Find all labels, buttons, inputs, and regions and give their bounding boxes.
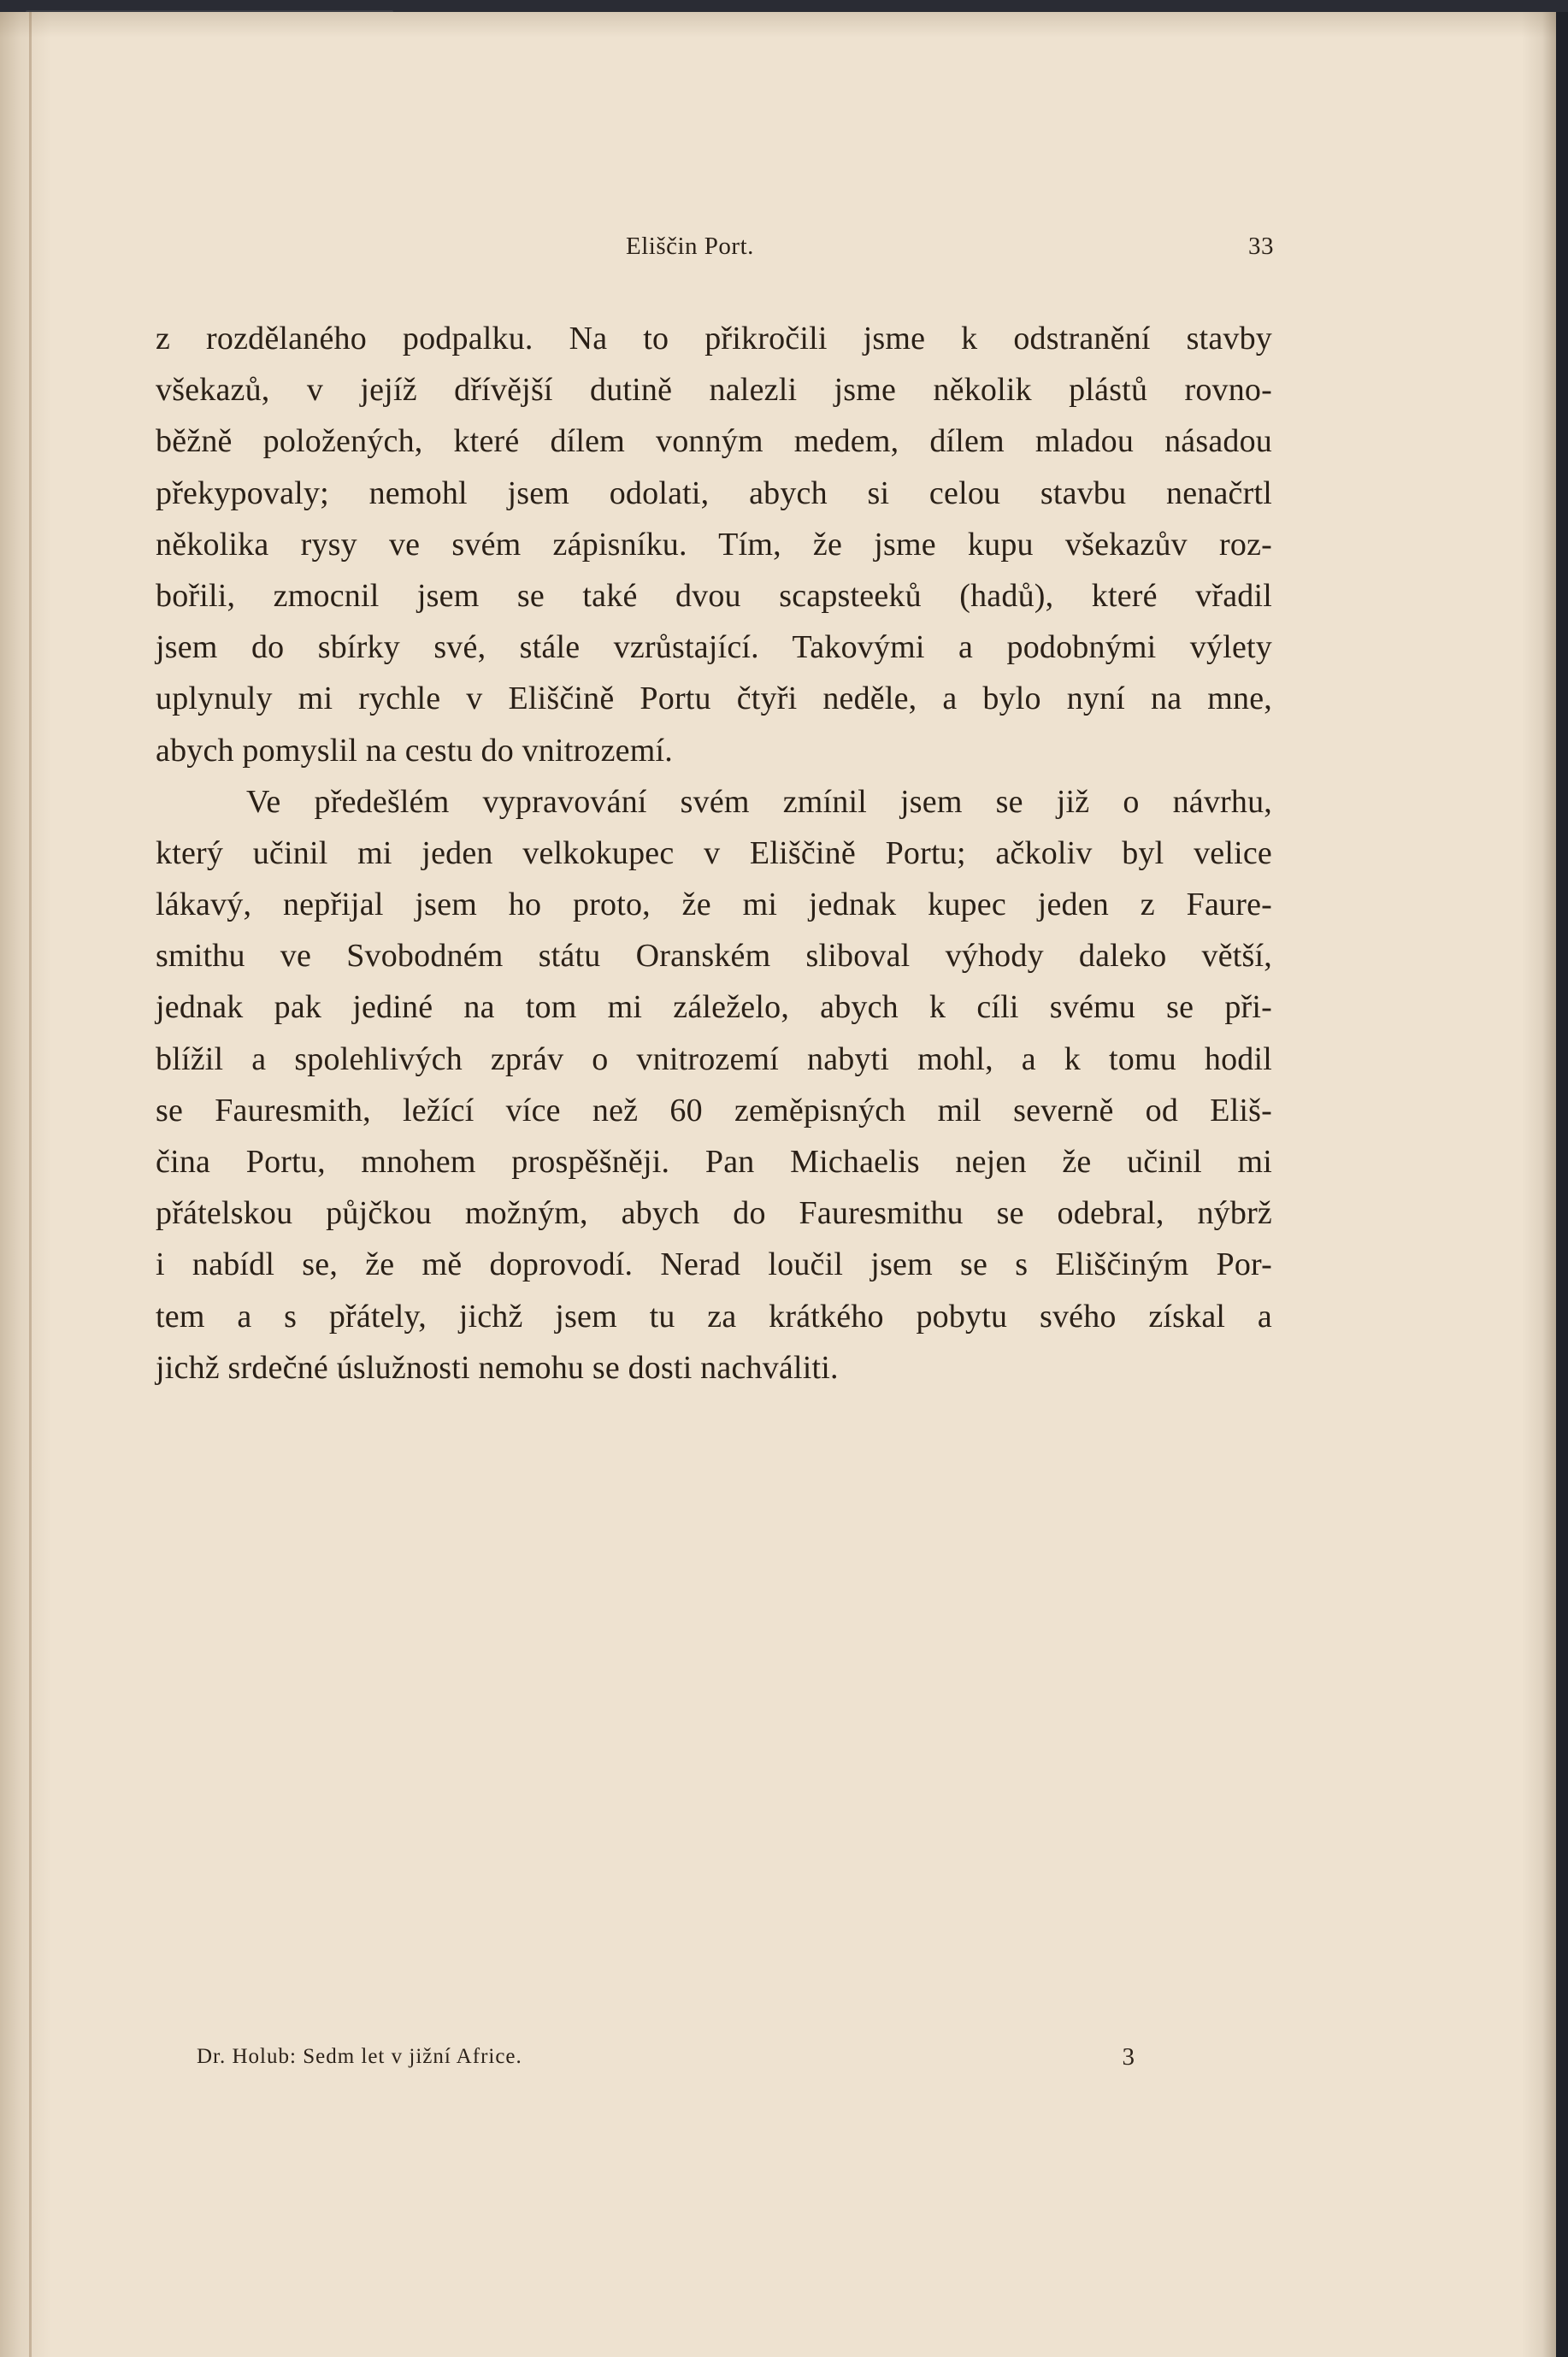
text-line: smithu ve Svobodném státu Oranském sliboval výhody daleko větší, xyxy=(156,938,1272,975)
page-gutter xyxy=(29,12,32,2357)
text-line: který učinil mi jeden velkokupec v Eliščině Portu; ačkoliv byl velice xyxy=(156,834,1272,871)
text-line: i nabídl se, že mě doprovodí. Nerad loučil jsem se s Eliščiným Por- xyxy=(156,1246,1272,1283)
scan-right-border xyxy=(1556,12,1568,2357)
body-text xyxy=(156,313,1272,1394)
text-line: z rozdělaného podpalku. Na to přikročili jsme k odstranění stavby xyxy=(156,321,1272,356)
text-line: čina Portu, mnohem prospěšněji. Pan Michaelis nejen že učinil mi xyxy=(156,1144,1272,1180)
text-line: jednak pak jediné na tom mi záleželo, abych k cíli svému se při- xyxy=(156,989,1272,1026)
running-head xyxy=(156,233,1274,267)
page-number: 33 xyxy=(1248,233,1274,260)
text-line: uplynuly mi rychle v Eliščině Portu čtyři neděle, a bylo nyní na mne, xyxy=(156,681,1272,717)
text-line: bořili, zmocnil jsem se také dvou scapsteeků (hadů), které vřadil xyxy=(156,577,1272,614)
printer-signature: Dr. Holub: Sedm let v jižní Africe. xyxy=(197,2045,522,2068)
signature-line xyxy=(197,2045,1135,2076)
text-line: překypovaly; nemohl jsem odolati, abych si celou stavbu nenačrtl xyxy=(156,474,1272,511)
text-line: se Fauresmith, ležící více než 60 zeměpisných mil severně od Eliš- xyxy=(156,1092,1272,1128)
text-line: lákavý, nepřijal jsem ho proto, že mi jednak kupec jeden z Faure- xyxy=(156,887,1272,923)
text-line: běžně položených, které dílem vonným medem, dílem mladou násadou xyxy=(156,423,1272,460)
text-line: Ve předešlém vypravování svém zmínil jsem se již o návrhu, xyxy=(246,783,1272,820)
paragraph-2 xyxy=(156,776,1272,1394)
text-line: abych pomyslil na cestu do vnitrozemí. xyxy=(156,732,673,769)
running-title: Eliščin Port. xyxy=(626,233,754,260)
text-line: blížil a spolehlivých zpráv o vnitrozemí nabyti mohl, a k tomu hodil xyxy=(156,1040,1272,1077)
signature-number: 3 xyxy=(1122,2043,1135,2071)
text-line: přátelskou půjčkou možným, abych do Fauresmithu se odebral, nýbrž xyxy=(156,1195,1272,1232)
paragraph-1 xyxy=(156,313,1272,776)
text-line: několika rysy ve svém zápisníku. Tím, že jsme kupu všekazův roz- xyxy=(156,526,1272,563)
text-line: všekazů, v jejíž dřívější dutině nalezli jsme několik plástů rovno- xyxy=(156,372,1272,409)
text-line: jichž srdečné úslužnosti nemohu se dosti nachváliti. xyxy=(156,1349,839,1386)
text-line: jsem do sbírky své, stále vzrůstající. Takovými a podobnými výlety xyxy=(156,629,1272,666)
text-line: tem a s přátely, jichž jsem tu za krátkého pobytu svého získal a xyxy=(156,1298,1272,1335)
book-page xyxy=(0,12,1556,2357)
